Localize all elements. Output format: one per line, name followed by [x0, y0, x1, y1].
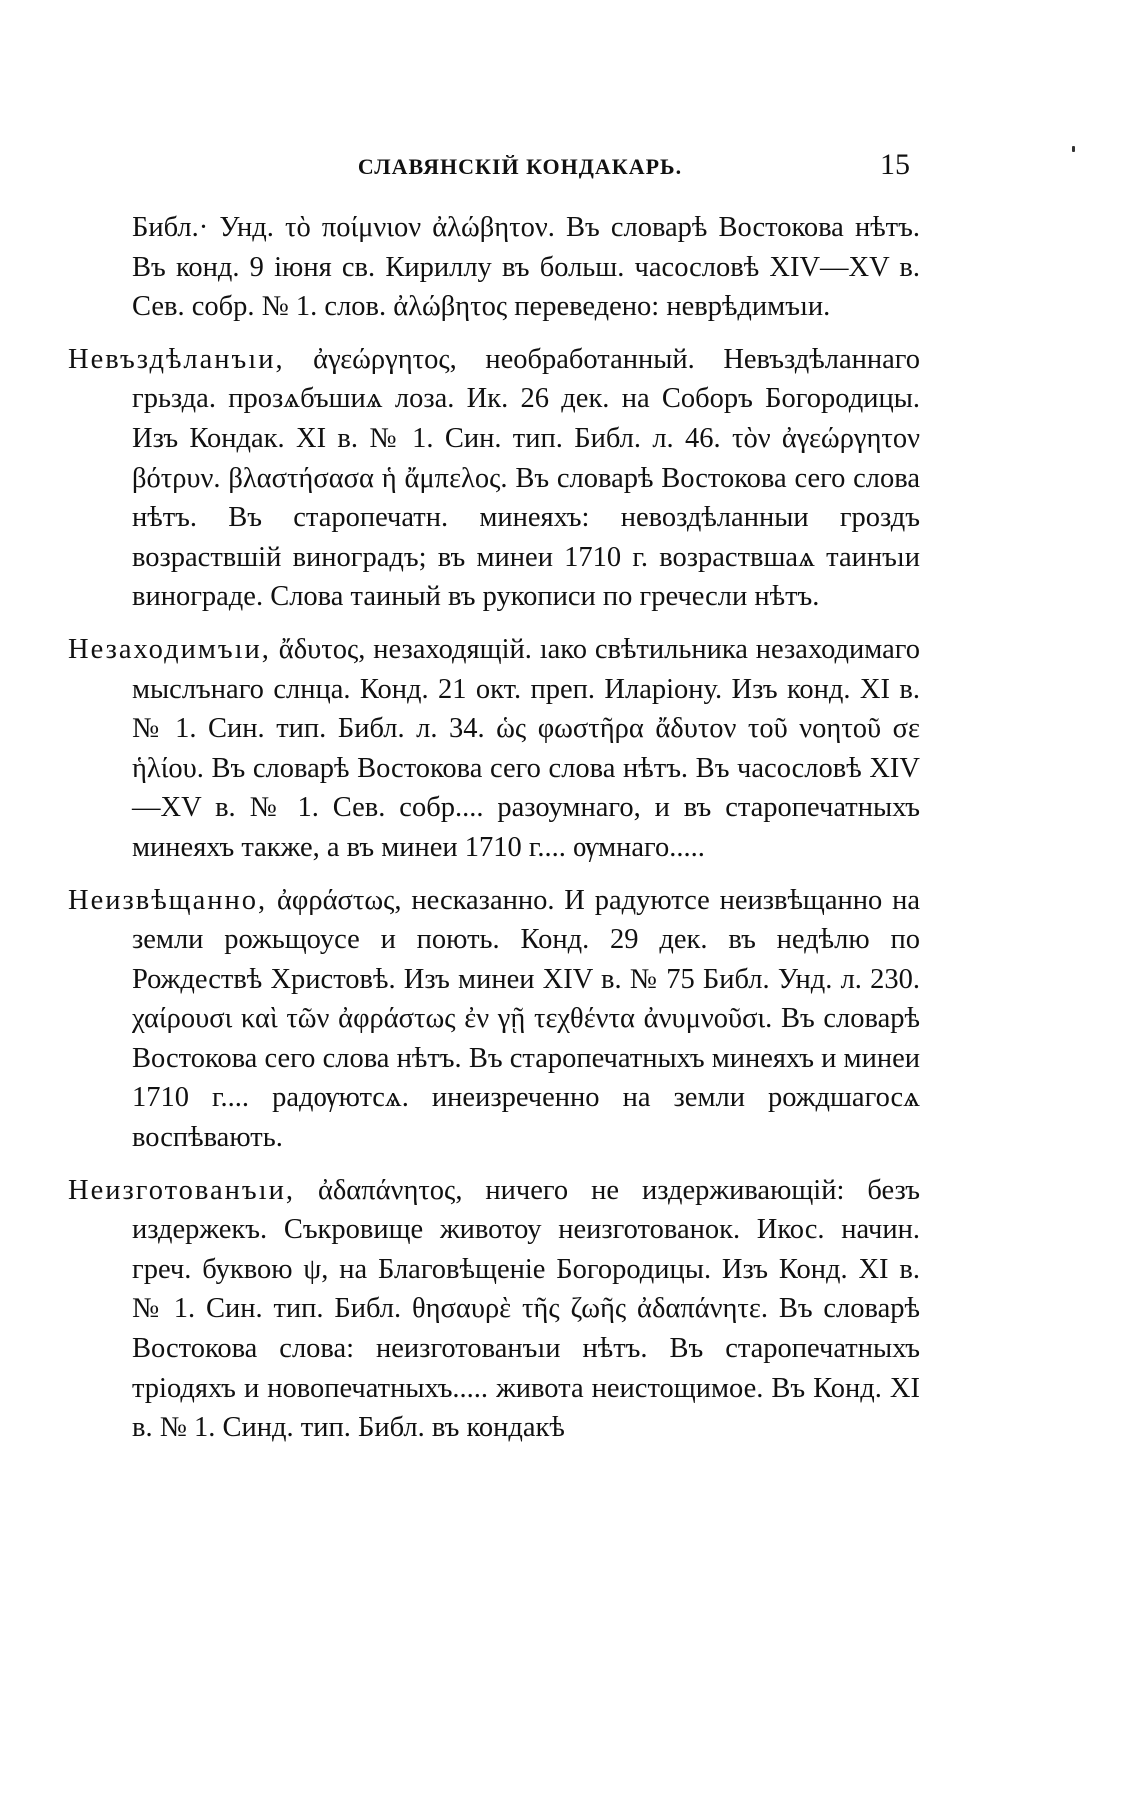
entry	[68, 1171, 920, 1448]
entry	[68, 340, 920, 617]
entry-text: ἀφράστως, несказанно. И радуютсе неизвѣщанно на земли рожьщоусе и поють. Конд. 29 дек. въ недѣлю по Рождествѣ Христовѣ. Изъ минеи XIV в. № 75 Библ. Унд. л. 230. χαίρουσι καὶ τῶν ἀφράστως ἐν γῇ τεχθέντα ἀνυμνοῦσι. Въ словарѣ Востокова сего слова нѣтъ. Въ старопечатныхъ минеяхъ и минеи 1710 г.... радѹютсѧ. инеизреченно на земли рождшагосѧ воспѣвають.	[132, 884, 921, 1154]
entry-headword: Неизготованъıи,	[68, 1174, 295, 1206]
running-head	[130, 148, 910, 188]
entry	[68, 630, 920, 868]
entry-headword: Невъздѣланъıи,	[68, 343, 285, 375]
entry-headword: Неизвѣщанно,	[68, 884, 268, 916]
entry-headword: Незаходимъıи,	[68, 633, 271, 665]
entry-text: ἄδυτος, незаходящій. ıако свѣтильника незаходимаго мыслънаго слнца. Конд. 21 окт. преп. Иларіону. Изъ конд. XI в. № 1. Син. тип. Библ. л. 34. ὡς φωστῆρα ἄδυτον τοῦ νοητοῦ σε ἡλίου. Въ словарѣ Востокова сего слова нѣтъ. Въ часословѣ XIV—XV в. № 1. Сев. собр.... разоумнаго, и въ старопечатныхъ минеяхъ также, а въ минеи 1710 г.... ѹмнаго.....	[132, 633, 921, 863]
entry-text: ἀγεώργητος, необработанный. Невъздѣланнаго грьзда. прозѧбъшиѧ лоза. Ик. 26 дек. на Соборъ Богородицы. Изъ Кондак. XI в. № 1. Син. тип. Библ. л. 46. τὸν ἀγεώργητον βότρυν. βλαστήσασα ἡ ἄμπελος. Въ словарѣ Востокова сего слова нѣтъ. Въ старопечатн. минеяхъ: невоздѣланныи гроздъ возраствшій виноградъ; въ минеи 1710 г. возраствшаѧ таинъıи винограде. Слова таиный въ рукописи по гречесли нѣтъ.	[132, 343, 921, 613]
entry	[68, 881, 920, 1158]
ink-speck	[1072, 146, 1075, 152]
running-title: СЛАВЯНСКІЙ КОНДАКАРЬ.	[357, 154, 683, 179]
entry-continuation	[68, 208, 920, 327]
entry-text: ἀδαπάνητος, ничего не издерживающій: безъ издержекъ. Съкровище животоу неизготованок. Икос. начин. греч. буквою ψ, на Благовѣщеніе Богородицы. Изъ Конд. XI в. № 1. Син. тип. Библ. θησαυρὲ τῆς ζωῆς ἀδαπάνητε. Въ словарѣ Востокова слова: неизготованъıи нѣтъ. Въ старопечатныхъ тріодяхъ и новопечатныхъ..... живота неистощимое. Въ Конд. XI в. № 1. Синд. тип. Библ. въ кондакѣ	[132, 1174, 920, 1444]
page-number: 15	[880, 148, 910, 181]
entry-text: Библ.· Унд. τὸ ποίμνιον ἀλώβητον. Въ словарѣ Востокова нѣтъ. Въ конд. 9 іюня св. Кириллу въ больш. часословѣ XIV—XV в. Сев. собр. № 1. слов. ἀλώβητος переведено: неврѣдимъıи.	[132, 212, 920, 323]
body-text	[68, 208, 920, 1461]
